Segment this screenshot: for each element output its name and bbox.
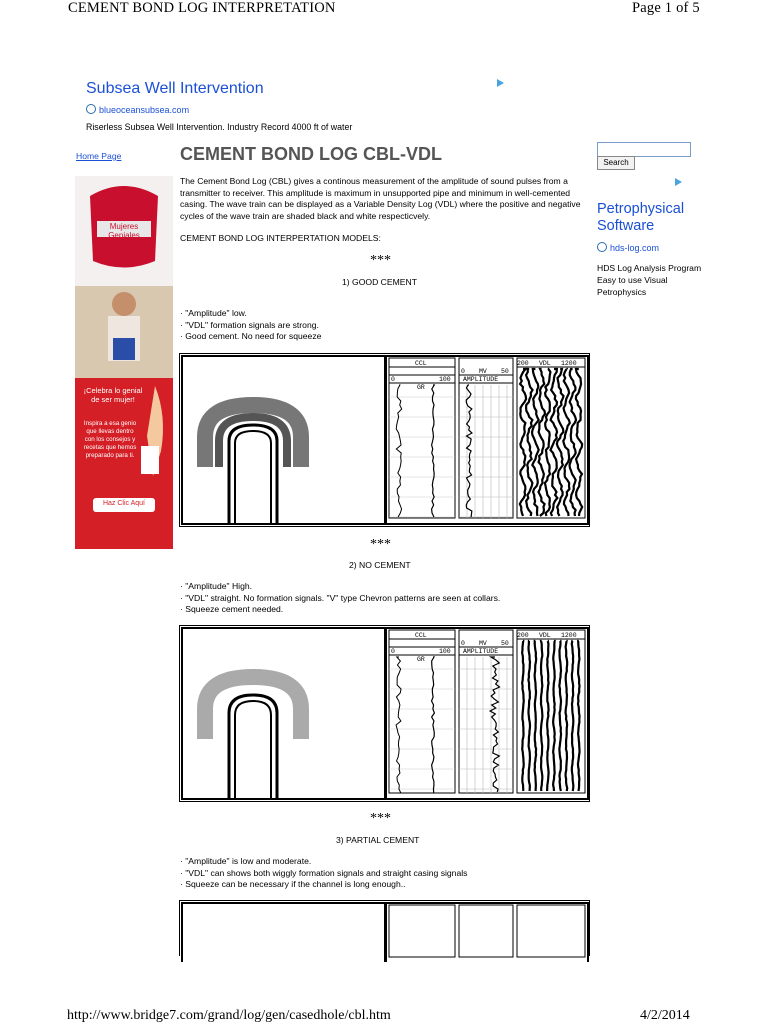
log-tracks — [385, 627, 589, 800]
vdl-trace — [563, 369, 570, 516]
vdl-trace — [553, 641, 555, 791]
vdl-trace — [520, 369, 526, 516]
bullet-item: · "VDL" formation signals are strong. — [180, 319, 319, 330]
gr-max-label: 100 — [439, 376, 451, 383]
vdl-trace — [559, 641, 561, 791]
amplitude-label: AMPLITUDE — [463, 648, 499, 655]
print-header-title: CEMENT BOND LOG INTERPRETATION — [68, 0, 336, 16]
gr-label: GR — [417, 656, 425, 663]
vdl-trace — [535, 641, 537, 791]
vdl-max-label: 1200 — [561, 360, 577, 367]
figure-no-cement — [179, 625, 590, 802]
amplitude-label: AMPLITUDE — [463, 376, 499, 383]
bullet-item: · "Amplitude" low. — [180, 308, 247, 318]
ad-top-title[interactable]: Subsea Well Intervention — [86, 80, 264, 97]
vdl-trace — [566, 641, 568, 791]
mv-label: MV — [479, 640, 487, 647]
gr-max-label: 100 — [439, 648, 451, 655]
bullet-item: · "Amplitude" High. — [180, 581, 253, 591]
ad-right-title[interactable]: Petrophysical Software — [597, 201, 685, 234]
vdl-trace — [570, 369, 576, 516]
print-page-number: Page 1 of 5 — [632, 0, 700, 16]
gr-min-label: 0 — [391, 648, 395, 655]
search-input[interactable] — [597, 142, 691, 157]
ad-right-domain[interactable]: hds-log.com — [597, 242, 659, 253]
separator: *** — [370, 253, 391, 268]
separator: *** — [370, 537, 391, 552]
section-title: 3) PARTIAL CEMENT — [336, 835, 420, 845]
article-intro: The Cement Bond Log (CBL) gives a continous measurement of the amplitude of sound pulses from a transmitter to receiver. This amplitude is maximum in unsupported pipe and minimum in well-cemented casing. The wave train can be displayed as a Variable Density Log (VDL) where the positive and negative cycles of the wave train are shaded black and white respecticvely. — [180, 176, 581, 221]
log-tracks — [385, 355, 589, 525]
print-footer-url: http://www.bridge7.com/grand/log/gen/casedhole/cbl.htm — [67, 1008, 391, 1023]
print-footer-date: 4/2/2014 — [640, 1008, 690, 1023]
bullet-list — [180, 308, 590, 343]
vdl-trace — [547, 641, 549, 791]
ccl-label: CCL — [415, 632, 427, 639]
casing-diagram — [181, 355, 386, 525]
vdl-trace — [572, 641, 574, 791]
vdl-max-label: 1200 — [561, 632, 577, 639]
bullet-item: · Squeeze cement needed. — [180, 604, 284, 614]
mv-min-label: 0 — [461, 640, 465, 647]
ad-top-domain[interactable]: blueoceansubsea.com — [86, 104, 189, 115]
ccl-label: CCL — [415, 360, 427, 367]
bullet-item: · "Amplitude" is low and moderate. — [180, 856, 312, 866]
vdl-trace — [578, 641, 580, 791]
vdl-trace — [538, 369, 544, 516]
bullet-item: · "VDL" can shows both wiggly formation signals and straight casing signals — [180, 867, 468, 878]
mv-max-label: 50 — [501, 368, 509, 375]
section-title: 1) GOOD CEMENT — [342, 277, 417, 287]
casing-diagram — [181, 627, 386, 800]
figure-good-cement — [179, 353, 590, 527]
separator: *** — [370, 811, 391, 826]
mv-min-label: 0 — [461, 368, 465, 375]
gr-min-label: 0 — [391, 376, 395, 383]
vdl-label: VDL — [539, 632, 551, 639]
mv-max-label: 50 — [501, 640, 509, 647]
vdl-trace — [528, 641, 530, 791]
bullet-item: · Good cement. No need for squeeze — [180, 331, 322, 341]
log-tracks — [385, 902, 589, 962]
vdl-min-label: 200 — [517, 360, 529, 367]
vdl-min-label: 200 — [517, 632, 529, 639]
home-page-link[interactable]: Home Page — [76, 151, 122, 161]
figure-partial-cement — [179, 900, 590, 956]
vdl-trace — [541, 641, 543, 791]
vdl-trace — [522, 641, 524, 791]
bullet-item: · Squeeze can be necessary if the channel is long enough.. — [180, 879, 406, 889]
search-button[interactable]: Search — [597, 156, 635, 170]
amplitude-curve — [490, 657, 499, 792]
gr-curve — [396, 657, 401, 793]
adchoices-icon-right[interactable] — [675, 178, 682, 186]
adchoices-icon[interactable] — [497, 79, 504, 87]
vdl-label: VDL — [539, 360, 551, 367]
article-title: CEMENT BOND LOG CBL-VDL — [180, 144, 442, 164]
vdl-trace — [545, 369, 551, 516]
bullet-item: · "VDL" straight. No formation signals. "V" type Chevron patterns are seen at collars. — [180, 592, 501, 603]
casing-diagram — [181, 902, 386, 962]
gr-label: GR — [417, 384, 425, 391]
ad-left-brand: Mujeres Geniales — [108, 222, 140, 240]
ccl-curve — [432, 657, 435, 793]
vdl-trace — [557, 369, 564, 516]
bullet-list — [180, 581, 590, 616]
vdl-trace — [526, 369, 532, 516]
left-banner-ad[interactable] — [75, 176, 173, 549]
models-heading: CEMENT BOND LOG INTERPERTATION MODELS: — [180, 233, 381, 243]
section-title: 2) NO CEMENT — [349, 560, 411, 570]
ad-left-heading: ¡Celebra lo genial de ser mujer! — [83, 386, 143, 404]
bullet-list — [180, 856, 590, 891]
globe-icon — [86, 104, 96, 114]
ad-right-desc: HDS Log Analysis Program Easy to use Visual Petrophysics — [597, 263, 702, 297]
vdl-trace — [576, 369, 582, 516]
ad-left-button[interactable]: Haz Clic Aquí — [102, 500, 146, 507]
mv-label: MV — [479, 368, 487, 375]
ad-top-desc: Riserless Subsea Well Intervention. Industry Record 4000 ft of water — [86, 122, 353, 132]
ad-left-body: Inspira a esa genio que llevas dentro con los consejos y recetas que hemos preparado para ti. — [83, 420, 137, 459]
globe-icon — [597, 242, 607, 252]
